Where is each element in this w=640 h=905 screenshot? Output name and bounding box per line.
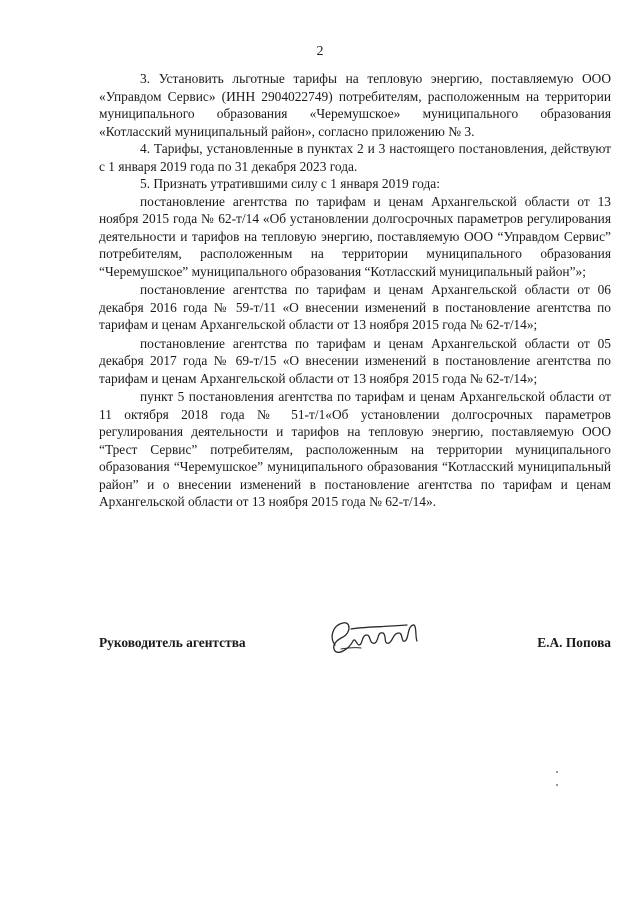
- repealed-act-4: пункт 5 постановления агентства по тарифам и ценам Архангельской области от 11 октября 2018 года № 51-т/1«Об установлении долгосрочных параметров регулирования деятельности и тарифов на тепловую энергию, поставляемую ООО “Трест Сервис” потребителям, расположенным на территории муниципального образования “Черемушское” муниципального образования “Котласский муниципальный район” и о внесении изменений в постановление агентства по тарифам и ценам Архангельской области от 13 ноября 2015 года № 62-т/14».: [99, 389, 611, 509]
- paragraph-item-5: 5. Признать утратившими силу с 1 января 2019 года:: [140, 176, 440, 191]
- paragraph-item-4: 4. Тарифы, установленные в пунктах 2 и 3 настоящего постановления, действуют с 1 января 2019 года по 31 декабря 2023 года.: [99, 141, 611, 174]
- repealed-act-1: постановление агентства по тарифам и ценам Архангельской области от 13 ноября 2015 года № 62-т/14 «Об установлении долгосрочных параметров регулирования деятельности и тарифов на тепловую энергию, поставляемую ООО “Управдом Сервис” потребителям, расположенным на территории муниципального образования “Черемушское” муниципального образования “Котласский муниципальный район”»;: [99, 193, 611, 279]
- paragraph-item-3: 3. Установить льготные тарифы на тепловую энергию, поставляемую ООО «Управдом Сервис» (ИНН 2904022749) потребителям, расположенным на территории муниципального образования «Черемушское» муниципального образования «Котласский муниципальный район», согласно приложению № 3.: [99, 71, 611, 139]
- signatory-title: Руководитель агентства: [99, 635, 246, 650]
- repealed-act-3: постановление агентства по тарифам и ценам Архангельской области от 05 декабря 2017 года № 69-т/15 «О внесении изменений в постановление агентства по тарифам и ценам Архангельской области от 13 ноября 2015 года № 62-т/14»;: [99, 335, 611, 386]
- page-number: 2: [316, 44, 324, 59]
- scan-speck: [556, 784, 558, 786]
- scan-speck: [556, 771, 558, 773]
- repealed-act-2: постановление агентства по тарифам и ценам Архангельской области от 06 декабря 2016 года № 59-т/11 «О внесении изменений в постановление агентства по тарифам и ценам Архангельской области от 13 ноября 2015 года № 62-т/14»;: [99, 282, 611, 332]
- handwritten-signature: [321, 615, 431, 659]
- signatory-name: Е.А. Попова: [537, 635, 611, 650]
- signature-block: [99, 623, 611, 663]
- document-body: [99, 70, 611, 511]
